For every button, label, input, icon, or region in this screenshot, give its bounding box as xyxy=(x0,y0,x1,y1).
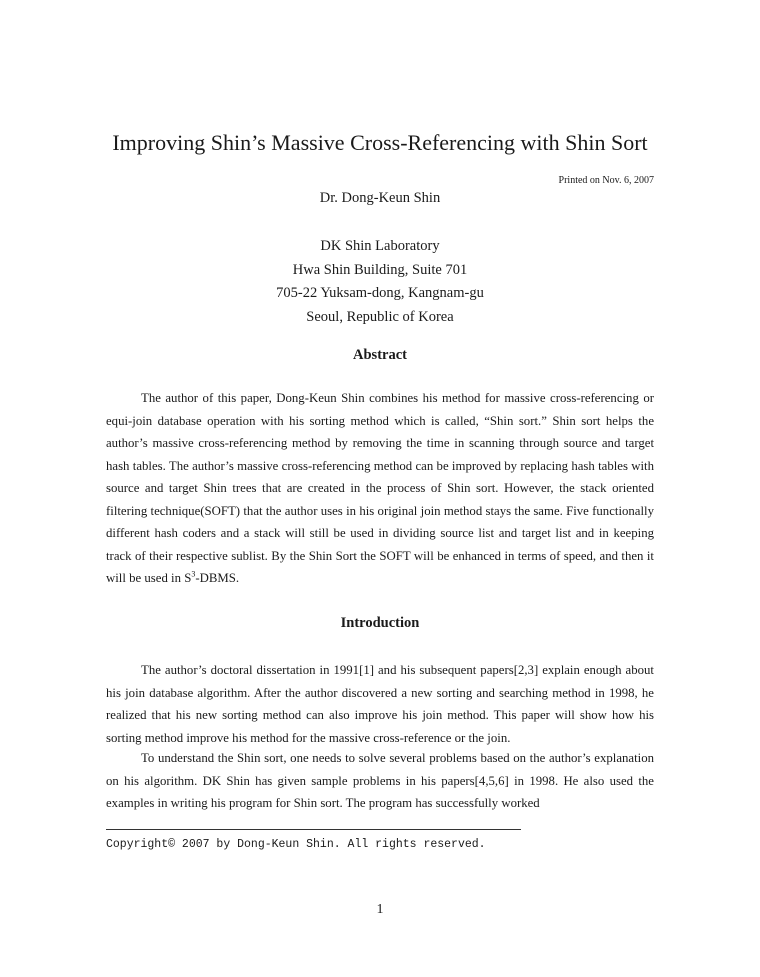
affiliation-line: 705-22 Yuksam-dong, Kangnam-gu xyxy=(276,285,484,301)
footnote-rule xyxy=(106,829,521,830)
introduction-paragraph-2: To understand the Shin sort, one needs to solve several problems based on the author’s explanation on his algorithm. DK Shin has given sample problems in his papers[4,5,6] in 1998. He also used the examples in writing his program for Shin sort. The program has successfully worked xyxy=(106,751,654,810)
abstract-text: The author of this paper, Dong-Keun Shin combines his method for massive cross-referencing or equi-join database operation with his sorting method which is called, “Shin sort.” Shin sort helps the author’s massive cross-referencing method by removing the time in scanning through source and target hash tables. The author’s massive cross-referencing method can be improved by replacing hash tables with source and target Shin trees that are created in the process of Shin sort. However, the stack oriented filtering technique(SOFT) that the author uses in his original join method stays the same. Five functionally different hash coders and a stack will still be used in dividing source list and target list and in keeping track of their respective sublist. By the Shin Sort the SOFT will be enhanced in terms of speed, and then it will be used in S xyxy=(106,391,654,585)
abstract-paragraph xyxy=(106,387,654,590)
superscript: 3 xyxy=(191,569,196,579)
abstract-text-end: -DBMS. xyxy=(195,571,240,585)
abstract-heading: Abstract xyxy=(353,347,407,363)
printed-date: Printed on Nov. 6, 2007 xyxy=(558,175,654,186)
affiliation-line: Hwa Shin Building, Suite 701 xyxy=(292,261,468,278)
affiliation-line: DK Shin Laboratory xyxy=(320,238,440,254)
paper-title: Improving Shin’s Massive Cross-Referencing with Shin Sort xyxy=(112,130,648,155)
introduction-heading: Introduction xyxy=(340,615,420,631)
affiliation-line: Seoul, Republic of Korea xyxy=(306,308,454,325)
affiliation-block xyxy=(0,235,760,329)
copyright-notice: Copyright© 2007 by Dong-Keun Shin. All rights reserved. xyxy=(106,838,486,851)
introduction-paragraph-1: The author’s doctoral dissertation in 1991[1] and his subsequent papers[2,3] explain enough about his join database algorithm. After the author discovered a new sorting and searching method in 1998, he realized that his new sorting method can also improve his join method. This paper will show how his sorting method improve his method for the massive cross-reference or the join. xyxy=(106,663,654,745)
page-number: 1 xyxy=(376,902,384,917)
author-name: Dr. Dong-Keun Shin xyxy=(319,190,441,206)
